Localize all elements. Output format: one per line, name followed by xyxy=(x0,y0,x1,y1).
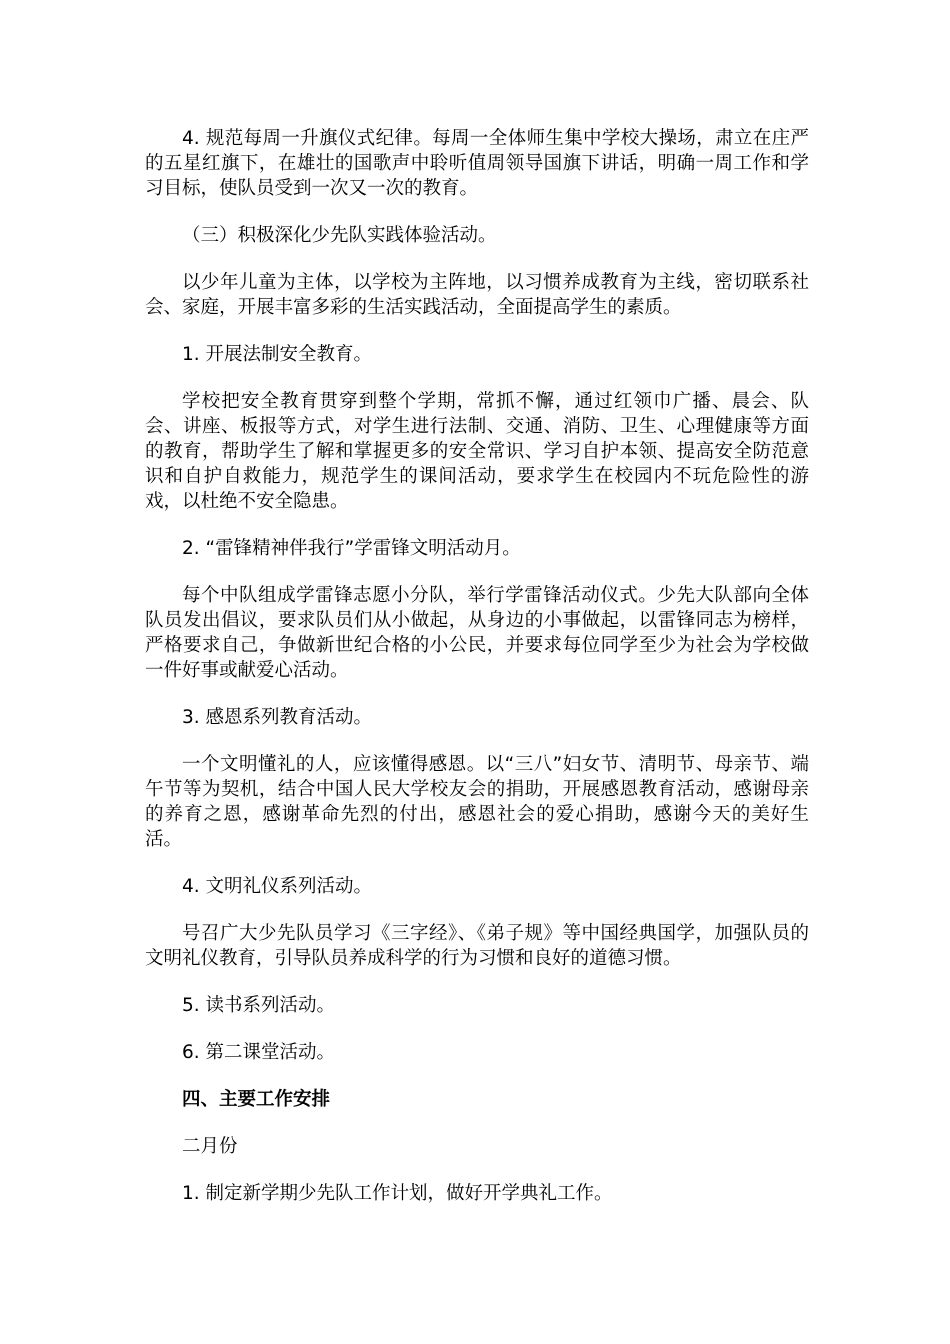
item-lei-feng-month: 2. “雷锋精神伴我行”学雷锋文明活动月。 xyxy=(182,538,521,559)
item-gratitude-education: 3. 感恩系列教育活动。 xyxy=(182,707,373,728)
paragraph-flag-ceremony: 4. 规范每周一升旗仪式纪律。每周一全体师生集中学校大操场，肃立在庄严的五星红旗下，在雄壮的国歌声中聆听值周领导国旗下讲话，明确一周工作和学习目标，使队员受到一次又一次的教育。 xyxy=(145,128,809,199)
section-heading-work-schedule: 四、主要工作安排 xyxy=(182,1089,331,1110)
paragraph-safety-education: 学校把安全教育贯穿到整个学期，常抓不懈，通过红领巾广播、晨会、队会、讲座、板报等方式，对学生进行法制、交通、消防、卫生、心理健康等方面的教育，帮助学生了解和掌握更多的安全常识、学习自护本领、提高安全防范意识和自护自救能力，规范学生的课间活动，要求学生在校园内不玩危险性的游戏，以杜绝不安全隐患。 xyxy=(145,391,809,512)
paragraph-practice-intro: 以少年儿童为主体，以学校为主阵地，以习惯养成教育为主线，密切联系社会、家庭，开展丰富多彩的生活实践活动，全面提高学生的素质。 xyxy=(145,272,809,318)
month-heading-february: 二月份 xyxy=(182,1136,238,1157)
subheading-practice-activities: （三）积极深化少先队实践体验活动。 xyxy=(182,225,497,246)
item-second-classroom: 6. 第二课堂活动。 xyxy=(182,1042,336,1063)
item-semester-plan: 1. 制定新学期少先队工作计划，做好开学典礼工作。 xyxy=(182,1183,613,1204)
document-page xyxy=(145,126,809,1206)
paragraph-lei-feng: 每个中队组成学雷锋志愿小分队，举行学雷锋活动仪式。少先大队部向全体队员发出倡议，要求队员们从小做起，从身边的小事做起，以雷锋同志为榜样，严格要求自己，争做新世纪合格的小公民，并要求每位同学至少为社会为学校做一件好事或献爱心活动。 xyxy=(145,585,809,681)
paragraph-etiquette: 号召广大少先队员学习《三字经》、《弟子规》等中国经典国学，加强队员的文明礼仪教育，引导队员养成科学的行为习惯和良好的道德习惯。 xyxy=(145,923,809,969)
item-reading-activities: 5. 读书系列活动。 xyxy=(182,995,336,1016)
item-etiquette-activities: 4. 文明礼仪系列活动。 xyxy=(182,876,373,897)
paragraph-gratitude: 一个文明懂礼的人，应该懂得感恩。以“三八”妇女节、清明节、母亲节、端午节等为契机，结合中国人民大学校友会的捐助，开展感恩教育活动，感谢母亲的养育之恩，感谢革命先烈的付出，感恩社会的爱心捐助，感谢今天的美好生活。 xyxy=(145,754,809,850)
item-legal-safety: 1. 开展法制安全教育。 xyxy=(182,344,373,365)
